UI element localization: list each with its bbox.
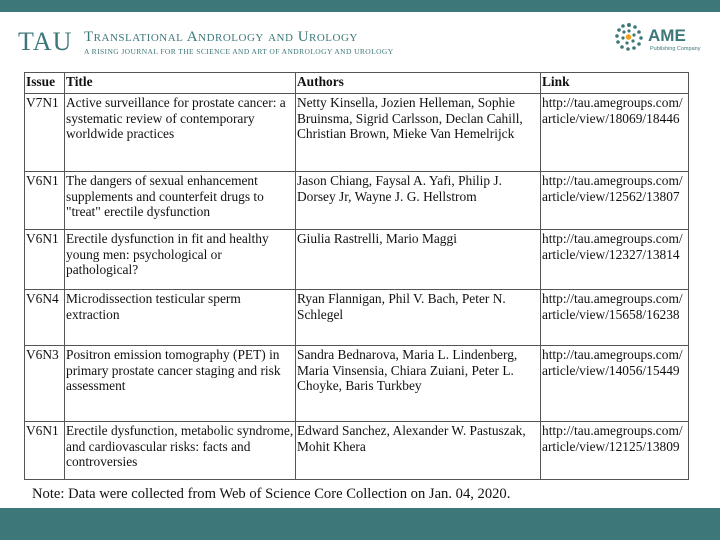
link-cell[interactable]: http://tau.amegroups.com/article/view/12327/13814 bbox=[541, 230, 689, 290]
issue-cell: V6N3 bbox=[25, 346, 65, 422]
issue-cell: V6N1 bbox=[25, 172, 65, 230]
ame-logo bbox=[614, 22, 704, 58]
column-header-issue: Issue bbox=[25, 73, 65, 94]
tau-logo: TAU bbox=[18, 27, 73, 56]
column-header-authors: Authors bbox=[296, 73, 541, 94]
table-row bbox=[25, 172, 689, 230]
authors-cell: Ryan Flannigan, Phil V. Bach, Peter N. Schlegel bbox=[296, 290, 541, 346]
bottom-banner-bar bbox=[0, 508, 720, 540]
title-cell: Microdissection testicular sperm extraction bbox=[65, 290, 296, 346]
data-source-note: Note: Data were collected from Web of Science Core Collection on Jan. 04, 2020. bbox=[32, 486, 511, 502]
top-banner-bar bbox=[0, 0, 720, 12]
column-header-title: Title bbox=[65, 73, 296, 94]
table-row bbox=[25, 94, 689, 172]
issue-cell: V6N4 bbox=[25, 290, 65, 346]
authors-cell: Giulia Rastrelli, Mario Maggi bbox=[296, 230, 541, 290]
authors-cell: Netty Kinsella, Jozien Helleman, Sophie Bruinsma, Sigrid Carlsson, Declan Cahill, Christian Brown, Mieke Van Hemelrijck bbox=[296, 94, 541, 172]
link-cell[interactable]: http://tau.amegroups.com/article/view/18069/18446 bbox=[541, 94, 689, 172]
table-row bbox=[25, 422, 689, 480]
link-cell[interactable]: http://tau.amegroups.com/article/view/12562/13807 bbox=[541, 172, 689, 230]
title-cell: Positron emission tomography (PET) in primary prostate cancer staging and risk assessment bbox=[65, 346, 296, 422]
authors-cell: Sandra Bednarova, Maria L. Lindenberg, Maria Vinsensia, Chiara Zuiani, Peter L. Choyke, Baris Turkbey bbox=[296, 346, 541, 422]
journal-name: Translational Andrology and Urology bbox=[84, 29, 358, 45]
title-cell: Erectile dysfunction, metabolic syndrome, and cardiovascular risks: facts and controversies bbox=[65, 422, 296, 480]
table-row bbox=[25, 290, 689, 346]
authors-cell: Jason Chiang, Faysal A. Yafi, Philip J. Dorsey Jr, Wayne J. G. Hellstrom bbox=[296, 172, 541, 230]
articles-table bbox=[24, 72, 689, 480]
journal-tagline: A RISING JOURNAL FOR THE SCIENCE AND ART OF ANDROLOGY AND UROLOGY bbox=[84, 47, 394, 56]
title-cell: The dangers of sexual enhancement supplements and counterfeit drugs to "treat" erectile dysfunction bbox=[65, 172, 296, 230]
title-cell: Erectile dysfunction in fit and healthy young men: psychological or pathological? bbox=[65, 230, 296, 290]
issue-cell: V7N1 bbox=[25, 94, 65, 172]
issue-cell: V6N1 bbox=[25, 422, 65, 480]
authors-cell: Edward Sanchez, Alexander W. Pastuszak, Mohit Khera bbox=[296, 422, 541, 480]
issue-cell: V6N1 bbox=[25, 230, 65, 290]
link-cell[interactable]: http://tau.amegroups.com/article/view/12125/13809 bbox=[541, 422, 689, 480]
ame-dots-icon bbox=[614, 22, 644, 52]
link-cell[interactable]: http://tau.amegroups.com/article/view/15658/16238 bbox=[541, 290, 689, 346]
publisher-name: AME bbox=[648, 26, 686, 45]
column-header-link: Link bbox=[541, 73, 689, 94]
table-row bbox=[25, 230, 689, 290]
publisher-subtitle: Publishing Company bbox=[650, 46, 701, 52]
table-row bbox=[25, 346, 689, 422]
table-header-row bbox=[25, 73, 689, 94]
link-cell[interactable]: http://tau.amegroups.com/article/view/14056/15449 bbox=[541, 346, 689, 422]
title-cell: Active surveillance for prostate cancer: a systematic review of contemporary worldwide practices bbox=[65, 94, 296, 172]
slide-header bbox=[0, 12, 720, 64]
